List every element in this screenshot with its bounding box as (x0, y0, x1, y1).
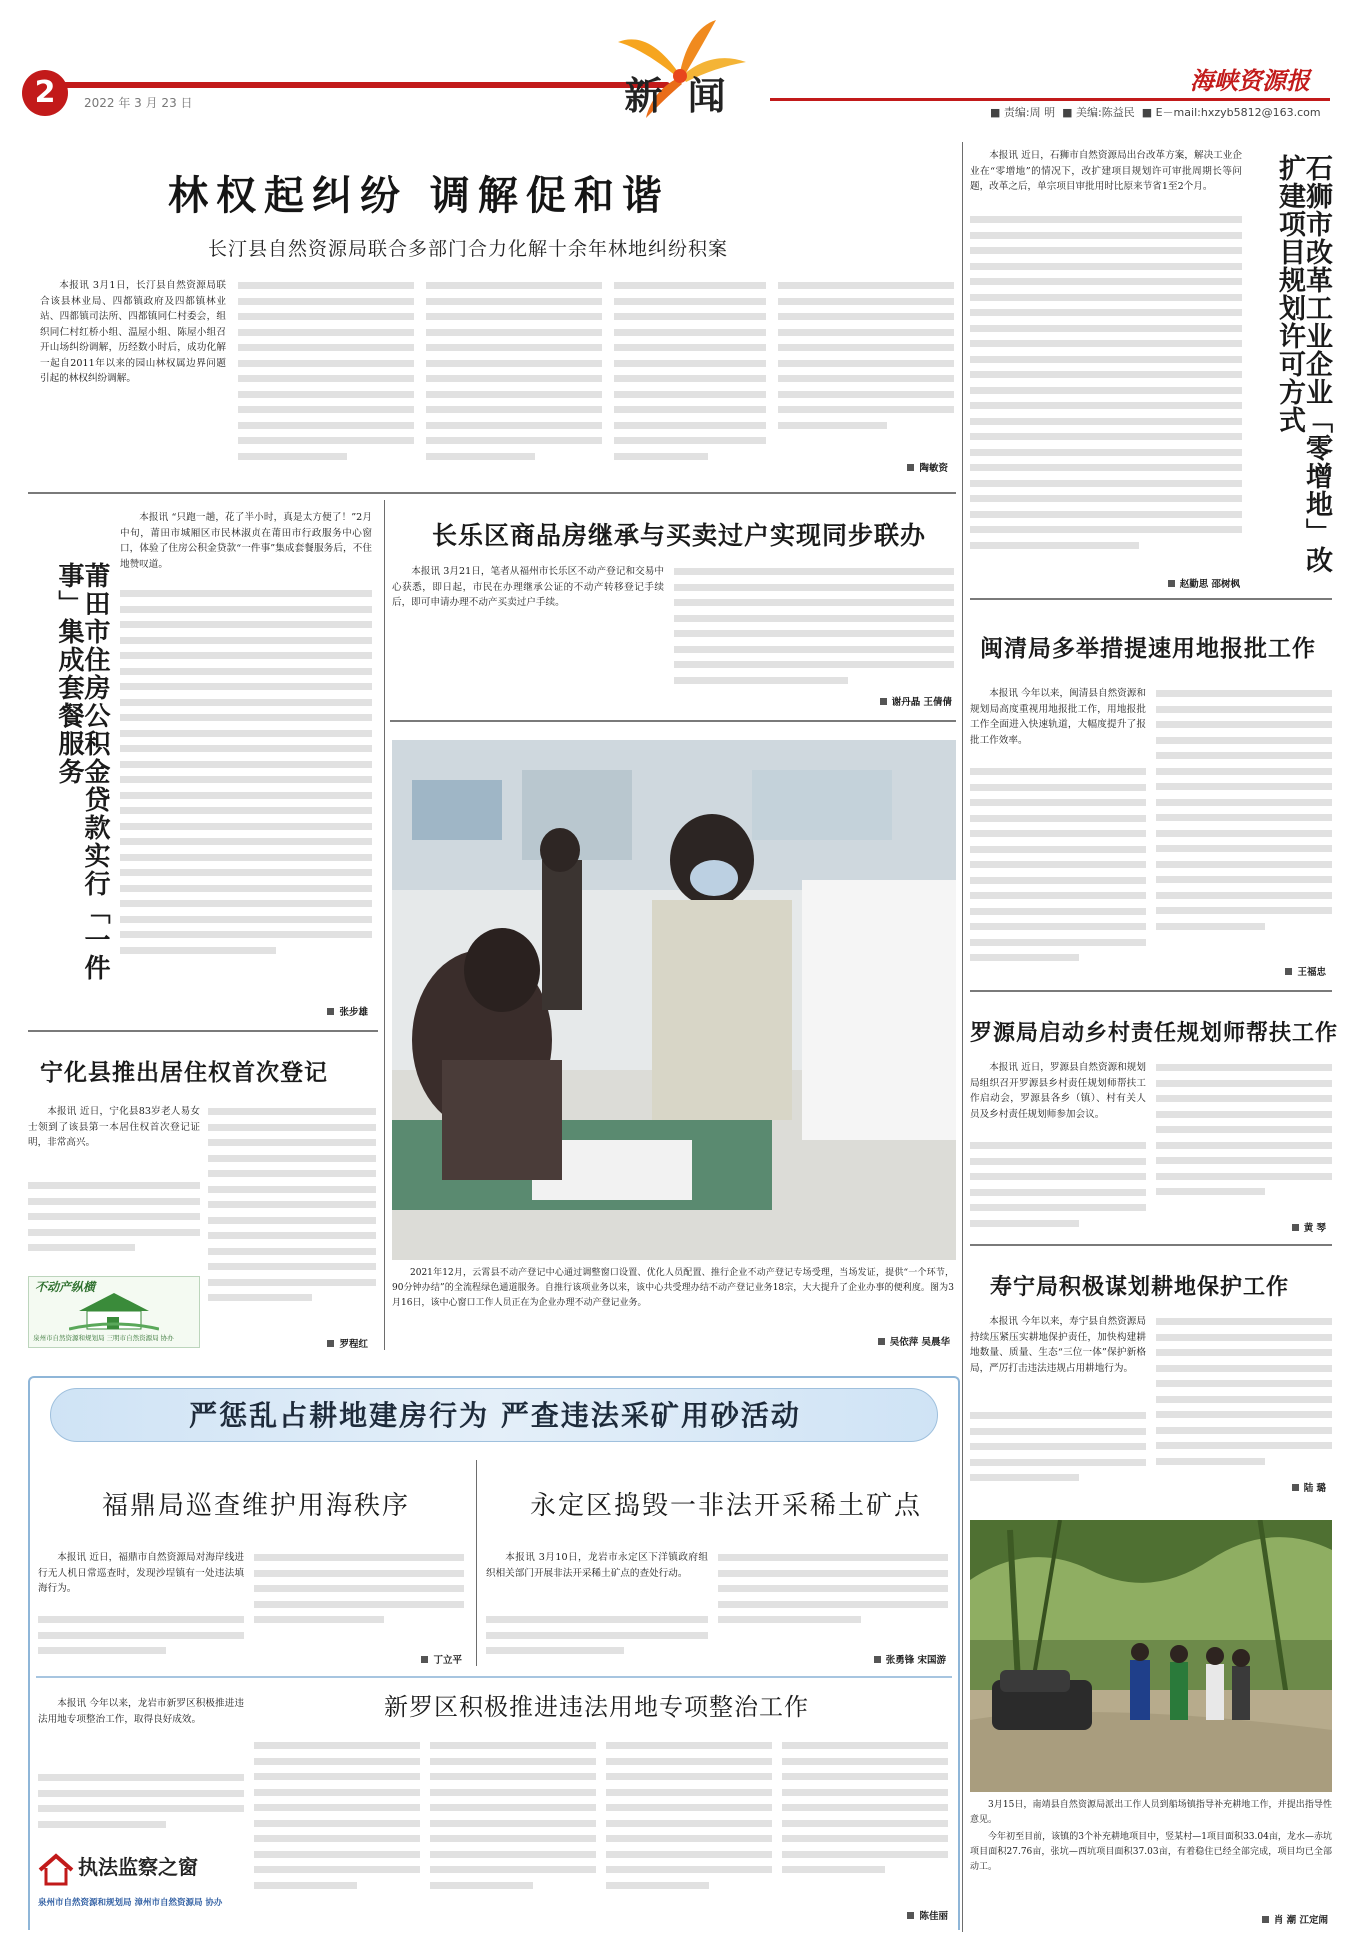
lead-body-col-3 (426, 282, 602, 482)
lead-body-col-4 (614, 282, 766, 482)
editor-name: 周 明 (1029, 106, 1056, 119)
banner-text: 严惩乱占耕地建房行为 严查违法采矿用砂活动 (189, 1399, 801, 1432)
shouning-article (970, 1252, 1332, 1502)
minqing-article (970, 606, 1332, 986)
shouning-byline: 陆 璐 (1210, 1480, 1326, 1494)
designer-name: 陈益民 (1101, 106, 1135, 119)
ninghua-body-col-1b (28, 1182, 200, 1272)
fuding-headline: 福鼎局巡查维护用海秩序 (102, 1491, 411, 1521)
putian-article (28, 500, 378, 1026)
property-column-logo (28, 1276, 200, 1348)
lead-body-col-5 (778, 282, 954, 452)
page-number-badge (22, 70, 68, 116)
photo2-byline: 肖 潮 江定闹 (1160, 1912, 1328, 1926)
luoyuan-body-col-2 (1156, 1064, 1332, 1214)
xinluo-body-col-1b (38, 1774, 244, 1834)
minqing-byline: 王福忠 (1170, 964, 1326, 978)
minqing-headline: 闽清局多举措提速用地报批工作 (980, 636, 1316, 662)
xinluo-body-col-5 (782, 1742, 948, 1904)
yongding-intro: 本报讯 3月10日，龙岩市永定区下洋镇政府组织相关部门开展非法开采稀土矿点的查处行动。 (486, 1552, 708, 1579)
lead-body-col-1 (40, 278, 226, 488)
yongding-headline: 永定区捣毁一非法开采稀土矿点 (530, 1491, 923, 1521)
shishi-article (970, 148, 1332, 594)
lead-article (28, 150, 956, 490)
enforcement-logo-sponsor: 泉州市自然资源和规划局 漳州市自然资源局 协办 (38, 1898, 223, 1908)
yongding-article (486, 1450, 952, 1670)
housing-article (392, 500, 956, 718)
photo2-caption: 3月15日，南靖县自然资源局派出工作人员到船场镇指导补充耕地工作，并提出指导性意见。 (970, 1800, 1332, 1825)
xinluo-article (38, 1684, 954, 1930)
section-rule (28, 1030, 378, 1032)
paper-logo: 海峡资源报 (1190, 66, 1310, 95)
fuding-article (38, 1450, 468, 1670)
fuding-body-col-2 (254, 1554, 464, 1650)
shishi-body-rest (970, 216, 1242, 580)
fuding-body-col-1b (38, 1616, 244, 1668)
farmland-inspection-photo (970, 1520, 1332, 1792)
section-rule (390, 720, 956, 722)
lead-headline: 林权起纠纷 调解促和谐 (168, 172, 670, 219)
xinluo-body-col-2 (254, 1742, 420, 1922)
shishi-byline: 赵勤思 邵树枫 (1080, 576, 1240, 590)
fuding-body-col-1 (38, 1550, 244, 1610)
minqing-body-col-2 (1156, 690, 1332, 958)
luoyuan-intro: 本报讯 近日，罗源县自然资源和规划局组织召开罗源县乡村责任规划师帮扶工作启动会，罗源县各乡（镇）、村有关人员及乡村责任规划师参加会议。 (970, 1062, 1146, 1120)
yongding-body-col-2 (718, 1554, 948, 1650)
ninghua-headline: 宁化县推出居住权首次登记 (40, 1060, 328, 1086)
xinluo-body-col-4 (606, 1742, 772, 1922)
red-stripe-right (770, 98, 1330, 101)
ninghua-byline: 罗程红 (208, 1336, 368, 1350)
column-divider (384, 500, 385, 1350)
luoyuan-body-col-1 (970, 1060, 1146, 1138)
lead-body-col-2 (238, 282, 414, 482)
issue-date: 2022 年 3 月 23 日 (84, 96, 193, 110)
housing-body-col-1 (392, 564, 664, 700)
luoyuan-byline: 黄 琴 (1210, 1220, 1326, 1234)
housing-headline: 长乐区商品房继承与买卖过户实现同步联办 (432, 521, 927, 550)
house-outline-icon (38, 1852, 74, 1892)
xinluo-byline: 陈佳丽 (798, 1908, 948, 1922)
shouning-intro: 本报讯 今年以来，寿宁县自然资源局持续压紧压实耕地保护责任，加快构建耕地数量、质量、生态“三位一体”保护新格局，严厉打击违法违规占用耕地行为。 (970, 1316, 1146, 1374)
logo-title: 不动产纵横 (35, 1280, 96, 1294)
minqing-body-col-1 (970, 686, 1146, 766)
editor-label: 责编: (1003, 106, 1030, 119)
luoyuan-headline: 罗源局启动乡村责任规划师帮扶工作 (970, 1021, 1339, 1046)
lead-subhead: 长汀县自然资源局联合多部门合力化解十余年林地纠纷积案 (208, 238, 729, 260)
fuding-intro: 本报讯 近日，福鼎市自然资源局对海岸线进行无人机日常巡查时，发现沙埕镇有一处违法填海行为。 (38, 1552, 244, 1594)
column-divider (476, 1460, 477, 1666)
red-stripe (60, 82, 670, 88)
photo1-caption: 2021年12月，云霄县不动产登记中心通过调整窗口设置、优化人员配置、推行企业不动产登记专场受理，当场发证，提供“一个环节，90分钟办结”的全流程绿色通道服务。自推行该项业务以来，该中心共受理办结不动产登记业务18宗，大大提升了企业办事的便利度。图为3月16日，该中心窗口工作人员正在为企业办理不动产登记业务。 (392, 1268, 954, 1308)
shishi-body (970, 148, 1242, 208)
yongding-byline: 张勇锋 宋国游 (736, 1652, 946, 1666)
yongding-body-col-1b (486, 1616, 708, 1668)
section-rule (28, 492, 956, 494)
fuding-byline: 丁立平 (318, 1652, 462, 1666)
shishi-intro: 本报讯 近日，石狮市自然资源局出台改革方案，解决工业企业在“零增地”的情况下，改扩建项目规划许可审批周期长等问题，改革之后，单宗项目审批用时比原来节省1至2个月。 (970, 150, 1242, 192)
email-address: hxzyb5812@163.com (1200, 106, 1321, 119)
xinluo-body-col-3 (430, 1742, 596, 1922)
shouning-headline: 寿宁局积极谋划耕地保护工作 (990, 1275, 1290, 1300)
putian-body (120, 510, 372, 582)
putian-headline: 莆田市住房公积金贷款实行「一件事」集成套餐服务 (54, 562, 110, 982)
section-rule (36, 1676, 952, 1678)
ninghua-intro: 本报讯 近日，宁化县83岁老人易女士领到了该县第一本居住权首次登记证明，非常高兴。 (28, 1106, 200, 1148)
photo1-byline: 吴依萍 吴晨华 (700, 1334, 950, 1348)
logo-sponsor: 泉州市自然资源和规划局 三明市自然资源局 协办 (33, 1334, 174, 1342)
luoyuan-body-col-1b (970, 1142, 1146, 1232)
housing-byline: 谢丹晶 王倩倩 (782, 694, 952, 708)
ninghua-article (28, 1036, 378, 1354)
page-number: 2 (34, 75, 56, 110)
xinluo-intro: 本报讯 今年以来，龙岩市新罗区积极推进违法用地专项整治工作，取得良好成效。 (38, 1698, 244, 1725)
enforcement-logo-title: 执法监察之窗 (78, 1855, 198, 1879)
shouning-body-col-1 (970, 1314, 1146, 1408)
column-divider (962, 142, 963, 1932)
section-title: 新 闻 (624, 73, 732, 118)
photo2-caption-detail: 今年初至目前，该镇的3个补充耕地项目中，竖某村—1项目面积33.04亩，龙水—赤坑项目面积27.76亩，张坑—西坑项目面积37.03亩，有着稳住已经全部完成，项目均已全部动工。 (970, 1832, 1332, 1872)
ninghua-body-col-2 (208, 1108, 376, 1338)
housing-intro: 本报讯 3月21日，笔者从福州市长乐区不动产登记和交易中心获悉，即日起，市民在办理继承公证的不动产转移登记手续后，即可申请办理不动产买卖过户手续。 (392, 566, 664, 608)
section-rule (970, 1244, 1332, 1246)
shouning-body-col-2 (1156, 1318, 1332, 1478)
luoyuan-article (970, 998, 1339, 1238)
section-rule (970, 598, 1332, 600)
staff-line: ■ 责编:周 明 ■ 美编:陈益民 ■ E－mail:hxzyb5812@163.com (990, 106, 1321, 119)
section-rule (970, 990, 1332, 992)
masthead (0, 0, 1361, 130)
designer-label: 美编: (1076, 106, 1102, 119)
enforcement-column-logo (38, 1844, 244, 1922)
putian-byline: 张步雄 (178, 1004, 368, 1018)
shouning-body-col-1b (970, 1412, 1146, 1496)
xinluo-body-col-1 (38, 1696, 244, 1768)
housing-body-col-2 (674, 568, 954, 686)
shishi-headline: 石狮市改革工业企业「零增地」改扩建项目规划许可方式 (1274, 154, 1332, 574)
lead-byline: 陶敏资 (788, 460, 948, 474)
putian-intro: 本报讯 “只跑一趟，花了半小时，真是太方便了！”2月中旬，莆田市城厢区市民林淑贞在莆田市行政服务中心窗口，体验了住房公积金贷款“一件事”集成套餐服务后，不住地赞叹道。 (120, 512, 372, 570)
email-label: E－mail: (1155, 106, 1201, 119)
minqing-body-col-1b (970, 768, 1146, 968)
house-icon (69, 1291, 159, 1335)
lead-intro: 本报讯 3月1日，长汀县自然资源局联合该县林业局、四都镇政府及四都镇林业站、四都镇司法所、四都镇同仁村委会，组织同仁村红桥小组、温屋小组、陈屋小组召开山场纠纷调解，历经数小时后，成功化解一起自2011年以来的园山林权属边界问题引起的林权纠纷调解。 (40, 280, 226, 384)
putian-body-rest (120, 590, 372, 990)
minqing-intro: 本报讯 今年以来，闽清县自然资源和规划局高度重视用地报批工作，用地报批工作全面进入快速轨道，大幅度提升了报批工作效率。 (970, 688, 1146, 746)
xinluo-headline: 新罗区积极推进违法用地专项整治工作 (384, 1693, 809, 1721)
yongding-body-col-1 (486, 1550, 708, 1610)
service-window-photo (392, 740, 956, 1260)
